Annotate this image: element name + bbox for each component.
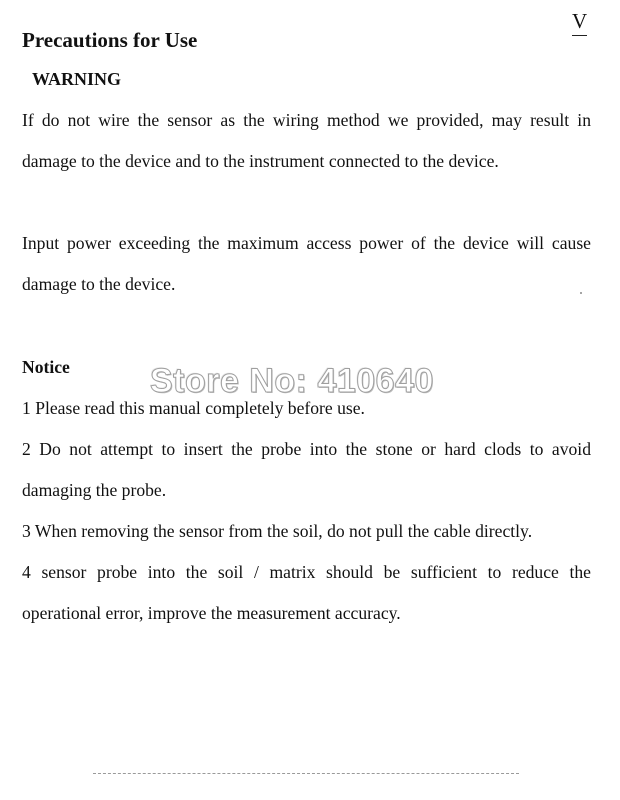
warning-paragraph-1: If do not wire the sensor as the wiring method we provided, may result in damage to the device and to the instrument connected to the device. [22,110,591,171]
warning-heading: WARNING [32,69,122,89]
scan-speck [580,292,582,294]
notice-item-4: 4 sensor probe into the soil / matrix should be sufficient to reduce the operational error, improve the measurement accuracy. [22,562,591,623]
warning-paragraph-2: Input power exceeding the maximum access power of the device will cause damage to the device. [22,233,591,294]
notice-heading: Notice [22,357,70,377]
page-title: Precautions for Use [22,28,198,52]
notice-item-3: 3 When removing the sensor from the soil, do not pull the cable directly. [22,521,533,541]
notice-item-1: 1 Please read this manual completely before use. [22,398,365,418]
footer-dashed-rule [93,773,519,774]
notice-item-2: 2 Do not attempt to insert the probe into the stone or hard clods to avoid damaging the probe. [22,439,591,500]
page-marker: V [572,8,587,36]
store-watermark: Store No: 410640 [150,362,434,400]
